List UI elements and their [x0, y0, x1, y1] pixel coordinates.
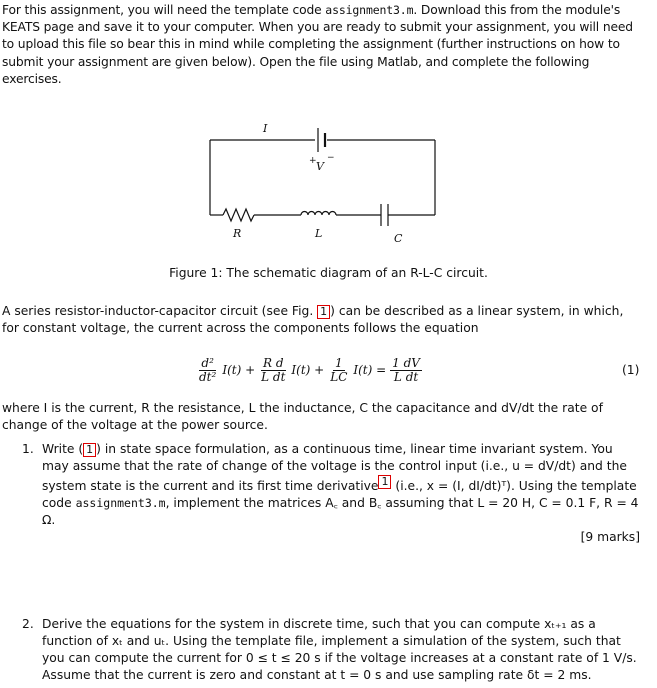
exercise-number: 2.: [22, 617, 34, 631]
marks-label: [9 marks]: [580, 530, 640, 545]
equation-1: [195, 350, 424, 390]
label-plus: +: [309, 156, 317, 166]
template-filename: assignment3.m: [325, 3, 414, 17]
exercise-item-2: [22, 616, 640, 684]
item-1-text-b: ) in state space formulation, as a continuous time, linear time invariant system. You may assume that the rate of change of the voltage is the control input (i.e., u = dV/dt) and the system state is the current and its first time derivative: [42, 442, 627, 494]
template-filename-2: assignment3.m: [75, 496, 166, 511]
resistor-zigzag: [223, 209, 254, 221]
label-minus: −: [327, 153, 335, 163]
item-1-text-a: Write (: [42, 442, 84, 456]
item-2-text: Derive the equations for the system in discrete time, such that you can compute xₜ₊₁ as a function of xₜ and uₜ. Using the template file, implement a simulation of the system, such that you can compute the current for 0 ≤ t ≤ 20 s if the voltage increases at a constant rate of 1 V/s. Assume that the current is zero and constant at t = 0 s and use sampling rate δt = 2 ms.: [42, 617, 637, 682]
paragraph-text-1: A series resistor-inductor-capacitor circuit (see Fig.: [2, 304, 318, 318]
exercise-number: 1.: [22, 442, 34, 456]
eq-term-3-frac: $\frac{1}{LC}$: [330, 355, 348, 384]
label-voltage: V: [316, 160, 324, 173]
figure-caption: Figure 1: The schematic diagram of an R-L-C circuit.: [169, 266, 488, 280]
exercise-item-1: [22, 441, 640, 546]
eq-term-2-frac: $\frac{\text{R d}}{\text{L dt}}$: [261, 355, 286, 384]
eq-term-4-frac: $\frac{1 dV}{\text{L dt}}$: [392, 355, 420, 384]
item-1-text-c: (i.e., x = (I, dI/dt)ᵀ). Using the template code: [42, 479, 637, 511]
paragraph-text-2: ) can be described as a linear system, in which, for constant voltage, the current across the components follows the equation: [2, 304, 624, 336]
where-paragraph: where I is the current, R the resistance, L the inductance, C the capacitance and dV/dt the rate of change of the voltage at the power source.: [2, 401, 603, 433]
eq-term-1-frac: $\frac{\text{d²}}{\text{dt²}}$: [199, 355, 217, 384]
equation-reference-link[interactable]: 1: [83, 443, 96, 457]
description-paragraph: [2, 303, 642, 337]
eq-term-2-tail: I(t) +: [291, 363, 325, 377]
eq-term-3-tail: I(t) =: [353, 363, 387, 377]
label-inductor: L: [315, 227, 323, 240]
equation-number: (1): [622, 363, 640, 377]
label-capacitor: C: [394, 232, 403, 245]
eq-term-1-tail: I(t) +: [222, 363, 256, 377]
rlc-circuit-diagram: [205, 120, 445, 260]
label-resistor: R: [233, 227, 242, 240]
intro-text-2: . Download this from the module's KEATS page and save it to your computer. When you are ready to submit your assignment, you will need to upload this file so bear this in mind while completing the assignment (further instructions on how to submit your assignment are given below). Open the file using Matlab, and complete the following exercises.: [2, 3, 633, 86]
figure-reference-link[interactable]: 1: [317, 305, 330, 319]
intro-text-1: For this assignment, you will need the template code: [2, 3, 326, 17]
item-1-text-d: , implement the matrices A꜀ and B꜀ assuming that L = 20 H, C = 0.1 F, R = 4 Ω.: [42, 496, 639, 528]
footnote-reference-link[interactable]: 1: [378, 475, 391, 489]
intro-paragraph: [2, 2, 642, 88]
label-current: I: [263, 122, 268, 135]
inductor-coil: [301, 212, 336, 216]
